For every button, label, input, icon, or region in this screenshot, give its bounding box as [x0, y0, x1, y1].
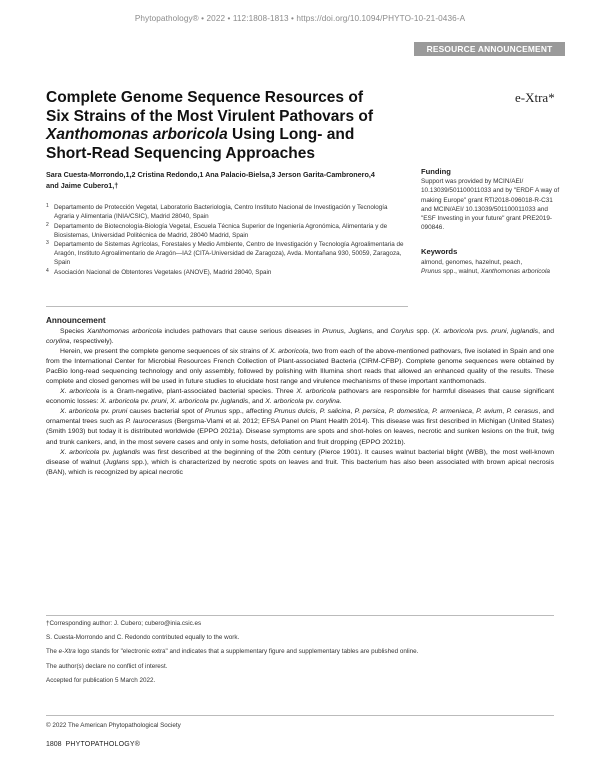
affiliation-item — [46, 222, 408, 240]
keywords-xanthomonas: Xanthomonas arboricola — [480, 267, 550, 275]
funding-heading: Funding — [421, 167, 451, 176]
keywords-text — [421, 258, 561, 276]
affiliation-number: 4 — [46, 267, 49, 274]
keywords-plain-2: spp., walnut, — [441, 267, 481, 275]
affiliation-number: 1 — [46, 203, 49, 209]
footnote-divider — [46, 615, 554, 616]
article-title — [46, 89, 426, 163]
affiliation-text: Departamento de Sistemas Agrícolas, Forestales y Medio Ambiente, Centro de Investigación y Tecnología Agroalimentaria de Aragón, Instituto Agroalimentario de Aragón—IA2 (CITA-Universidad de Zaragoza), Avda. Montañana 930, 50059, Zaragoza, Spain — [54, 241, 404, 266]
author-list — [46, 170, 406, 191]
keywords-prunus: Prunus — [421, 267, 442, 275]
resource-announcement-banner: RESOURCE ANNOUNCEMENT — [414, 42, 565, 56]
accepted-note: Accepted for publication 5 March 2022. — [46, 676, 156, 684]
title-line-3-rest: Using Long- and — [227, 126, 355, 144]
footnotes — [46, 620, 554, 691]
corresponding-author-note: †Corresponding author: J. Cubero; cubero@inia.csic.es — [46, 620, 202, 627]
affiliations — [46, 203, 408, 277]
equal-contribution-note: S. Cuesta-Morrondo and C. Redondo contributed equally to the work. — [46, 634, 240, 642]
title-species: Xanthomonas arboricola — [46, 126, 228, 144]
copyright-divider — [46, 715, 554, 716]
affiliation-number: 3 — [46, 240, 49, 246]
conflict-note: The author(s) declare no conflict of interest. — [46, 662, 168, 670]
title-line-2: Six Strains of the Most Virulent Pathovars of — [46, 107, 373, 125]
keywords-heading: Keywords — [421, 247, 458, 257]
affiliation-item — [46, 268, 408, 277]
journal-citation-header: Phytopathology® • 2022 • 112:1808-1813 • https://doi.org/10.1094/PHYTO-10-21-0436-A — [134, 14, 466, 23]
affiliation-text: Asociación Nacional de Obtentores Vegetales (ANOVE), Madrid 28040, Spain — [54, 268, 272, 276]
paragraph-2: Herein, we present the complete genome sequences of six strains of X. arboricola, two from each of the above-mentioned pathovars, five isolated in Spain and one from the International Center for Microbial Resources French Collection of Plant-associated Bacteria (CIRM-CFBP). Complete genome sequences were obtained by PacBio long-read sequencing technology and only assembly, followed by polishing with Illumina short reads that allowed an enhanced quality of the results. These complete and closed genomes will be used in future studies to elucidate host range and virulence mechanisms of these important xanthomonads. — [46, 348, 555, 386]
journal-name: PHYTOPATHOLOGY® — [65, 741, 141, 748]
announcement-body — [46, 327, 554, 478]
e-xtra-note: The e-Xtra logo stands for "electronic extra" and indicates that a supplementary figure and supplementary tables are published online. — [46, 648, 419, 656]
page-number: 1808 — [46, 741, 62, 748]
section-divider — [46, 306, 408, 307]
funding-text: Support was provided by MCIN/AEI/ 10.13039/501100011033 and by "ERDF A way of making Europe" grant RTI2018-096018-R-C31 and MCIN/AEI/ 10.13039/501100011033 and "ESF Investing in your future" grant PRE2019-090846. — [421, 178, 560, 232]
sidebar — [421, 167, 561, 276]
affiliation-item — [46, 203, 408, 221]
announcement-heading: Announcement — [46, 316, 106, 325]
paragraph-1: Species Xanthomonas arboricola includes pathovars that cause serious diseases in Prunus, Juglans, and Corylus spp. (X. arboricola pvs. pruni, juglandis, and corylina, respectively). — [46, 328, 555, 346]
affiliation-item — [46, 240, 408, 267]
title-line-1: Complete Genome Sequence Resources of — [46, 89, 363, 106]
affiliation-text: Departamento de Protección Vegetal, Laboratorio Bacteriología, Centro Instituto Nacional de Investigación y Tecnología Agraria y Alimentaria (INIA/CSIC), Madrid 28040, Spain — [54, 204, 388, 220]
title-line-4: Short-Read Sequencing Approaches — [46, 144, 315, 162]
page-footer — [46, 741, 140, 748]
affiliation-number: 2 — [46, 221, 49, 228]
author-line-2: and Jaime Cubero1,† — [46, 180, 119, 190]
title-line-3 — [46, 126, 426, 145]
paragraph-5: X. arboricola pv. juglandis was first described at the beginning of the 20th century (Pierce 1901). It causes walnut bacterial blight (WBB), the most well-known disease of walnut (Juglans spp.), which is characterized by necrotic spots on leaves and fruit. This bacterium has also been associated with brown apical necrosis (BAN), which is recognized by apical necrotic — [46, 448, 554, 476]
author-line-1: Sara Cuesta-Morrondo,1,2 Cristina Redondo,1 Ana Palacio-Bielsa,3 Jerson Garita-Cambronero,4 — [46, 170, 375, 179]
affiliation-text: Departamento de Biotecnología-Biología Vegetal, Escuela Técnica Superior de Ingeniería Agronómica, Alimentaria y de Biosistemas, Universidad Politécnica de Madrid, 28040 Madrid, Spain — [54, 222, 388, 239]
paragraph-3: X. arboricola is a Gram-negative, plant-associated bacterial species. Three X. arboricola pathovars are responsible for harmful diseases that cause significant economic losses: X. arboricola pv. pruni, X. arboricola pv. juglandis, and X. arboricola pv. corylina. — [46, 388, 554, 406]
copyright-line: © 2022 The American Phytopathological Society — [46, 722, 181, 729]
keywords-plain: almond, genomes, hazelnut, peach, — [421, 258, 523, 266]
e-xtra-logo[interactable]: e-Xtra* — [515, 90, 555, 105]
paragraph-4: X. arboricola pv. pruni causes bacterial spot of Prunus spp., affecting Prunus dulcis, P. salicina, P. persica, P. domestica, P. armeniaca, P. avium, P. cerasus, and ornamental trees such as P. laurocerasus (Bergsma-Vlami et al. 2012; EFSA Panel on Plant Health 2014). This disease was first described in Michigan (United States) (Smith 1903) but today it is distributed worldwide (EPPO 2021a). Disease symptoms are spots and shot-holes on leaves, necrotic and sunken lesions on the fruit, twig and trunk cankers, and, in the most severe cases and only in some hosts, defoliation and fruit dropping (EPPO 2021b). — [46, 408, 554, 446]
